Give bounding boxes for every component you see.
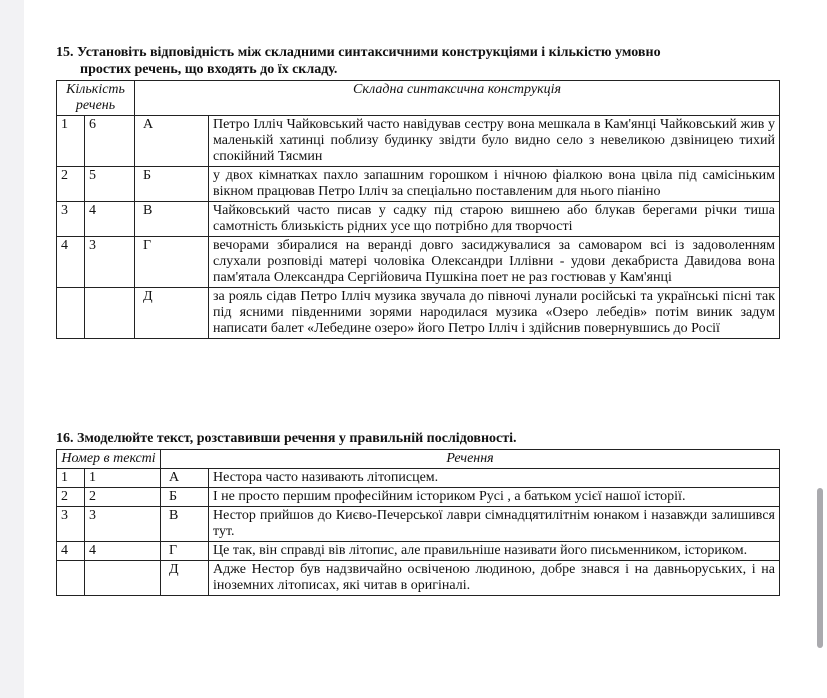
row-number: 4	[57, 237, 85, 288]
sentence-text: Нестора часто називають літописцем.	[209, 469, 780, 488]
table-row	[57, 561, 780, 596]
task-15-table	[56, 80, 780, 339]
header-count: Кількість речень	[57, 81, 135, 116]
table-row	[57, 237, 780, 288]
construction-text: Чайковський часто писав у садку під старою вишнею або блукав берегами річки тиша самотність близькість рідних усе що потрібно для творчості	[209, 202, 780, 237]
row-number: 3	[57, 507, 85, 542]
text-position: 4	[85, 542, 161, 561]
sentence-count: 5	[85, 167, 135, 202]
row-number: 2	[57, 167, 85, 202]
option-letter: Д	[161, 561, 209, 596]
option-letter: Д	[135, 288, 209, 339]
sentence-text: І не просто першим професійним істориком Русі , а батьком усієї нашої історії.	[209, 488, 780, 507]
task-15-title-line2: простих речень, що входять до їх складу.	[80, 62, 338, 77]
option-letter: Б	[135, 167, 209, 202]
sentence-count: 4	[85, 202, 135, 237]
row-number: 1	[57, 469, 85, 488]
sentence-count: 6	[85, 116, 135, 167]
task-16-title: 16. Змоделюйте текст, розставивши речення у правильній послідовності.	[56, 431, 517, 446]
construction-text: вечорами збиралися на веранді довго засиджувалися за самоваром всі із задоволенням слухали розповіді матері чоловіка Олександри Іллівни - удови декабриста Давидова вона пам'ятала Олександра Сергійовича Пушкіна поет не раз гостював у Кам'янці	[209, 237, 780, 288]
task-15-title	[56, 44, 776, 78]
header-number: Номер в тексті	[57, 450, 161, 469]
header-sentences: Речення	[161, 450, 780, 469]
row-number: 2	[57, 488, 85, 507]
construction-text: Петро Ілліч Чайковський часто навідував сестру вона мешкала в Кам'янці Чайковський жив у маленькій хатинці поблизу будинку звідти було видно село з невеликою дзвіницею тихий спокійний Тясмин	[209, 116, 780, 167]
table-header-row	[57, 81, 780, 116]
row-number: 4	[57, 542, 85, 561]
table-row	[57, 167, 780, 202]
table-row	[57, 469, 780, 488]
row-number	[57, 561, 85, 596]
option-letter: В	[135, 202, 209, 237]
text-position: 1	[85, 469, 161, 488]
option-letter: А	[135, 116, 209, 167]
table-row	[57, 488, 780, 507]
sentence-text: Нестор прийшов до Києво-Печерської лаври сімнадцятилітнім юнаком і назавжди залишився тут.	[209, 507, 780, 542]
row-number	[57, 288, 85, 339]
table-row	[57, 116, 780, 167]
option-letter: Г	[161, 542, 209, 561]
option-letter: Г	[135, 237, 209, 288]
task-16-table	[56, 449, 780, 596]
row-number: 3	[57, 202, 85, 237]
table-row	[57, 507, 780, 542]
table-row	[57, 542, 780, 561]
text-position: 3	[85, 507, 161, 542]
text-position: 2	[85, 488, 161, 507]
table-header-row	[57, 450, 780, 469]
table-row	[57, 288, 780, 339]
construction-text: у двох кімнатках пахло запашним горошком і нічною фіалкою вона цвіла під самісіньким вікном працював Петро Ілліч за спеціально поставленим для нього піаніно	[209, 167, 780, 202]
sentence-count: 3	[85, 237, 135, 288]
sentence-text: Це так, він справді вів літопис, але правильніше називати його письменником, істориком.	[209, 542, 780, 561]
task-15-title-line1: 15. Установіть відповідність між складними синтаксичними конструкціями і кількістю умовно	[56, 45, 661, 60]
sentence-count	[85, 288, 135, 339]
option-letter: А	[161, 469, 209, 488]
option-letter: Б	[161, 488, 209, 507]
text-position	[85, 561, 161, 596]
construction-text: за рояль сідав Петро Ілліч музика звучала до півночі лунали російські та українські пісні так під ясними південними зорями народилася музика «Озеро лебедів» потім виник задум написати балет «Лебедине озеро» його Петро Ілліч і здійснив повернувшись до Росії	[209, 288, 780, 339]
option-letter: В	[161, 507, 209, 542]
vertical-scrollbar[interactable]	[817, 488, 823, 648]
sentence-text: Адже Нестор був надзвичайно освіченою людиною, добре знався і на давньоруських, і на іноземних літописах, які читав в оригіналі.	[209, 561, 780, 596]
table-row	[57, 202, 780, 237]
row-number: 1	[57, 116, 85, 167]
header-construction: Складна синтаксична конструкція	[135, 81, 780, 116]
